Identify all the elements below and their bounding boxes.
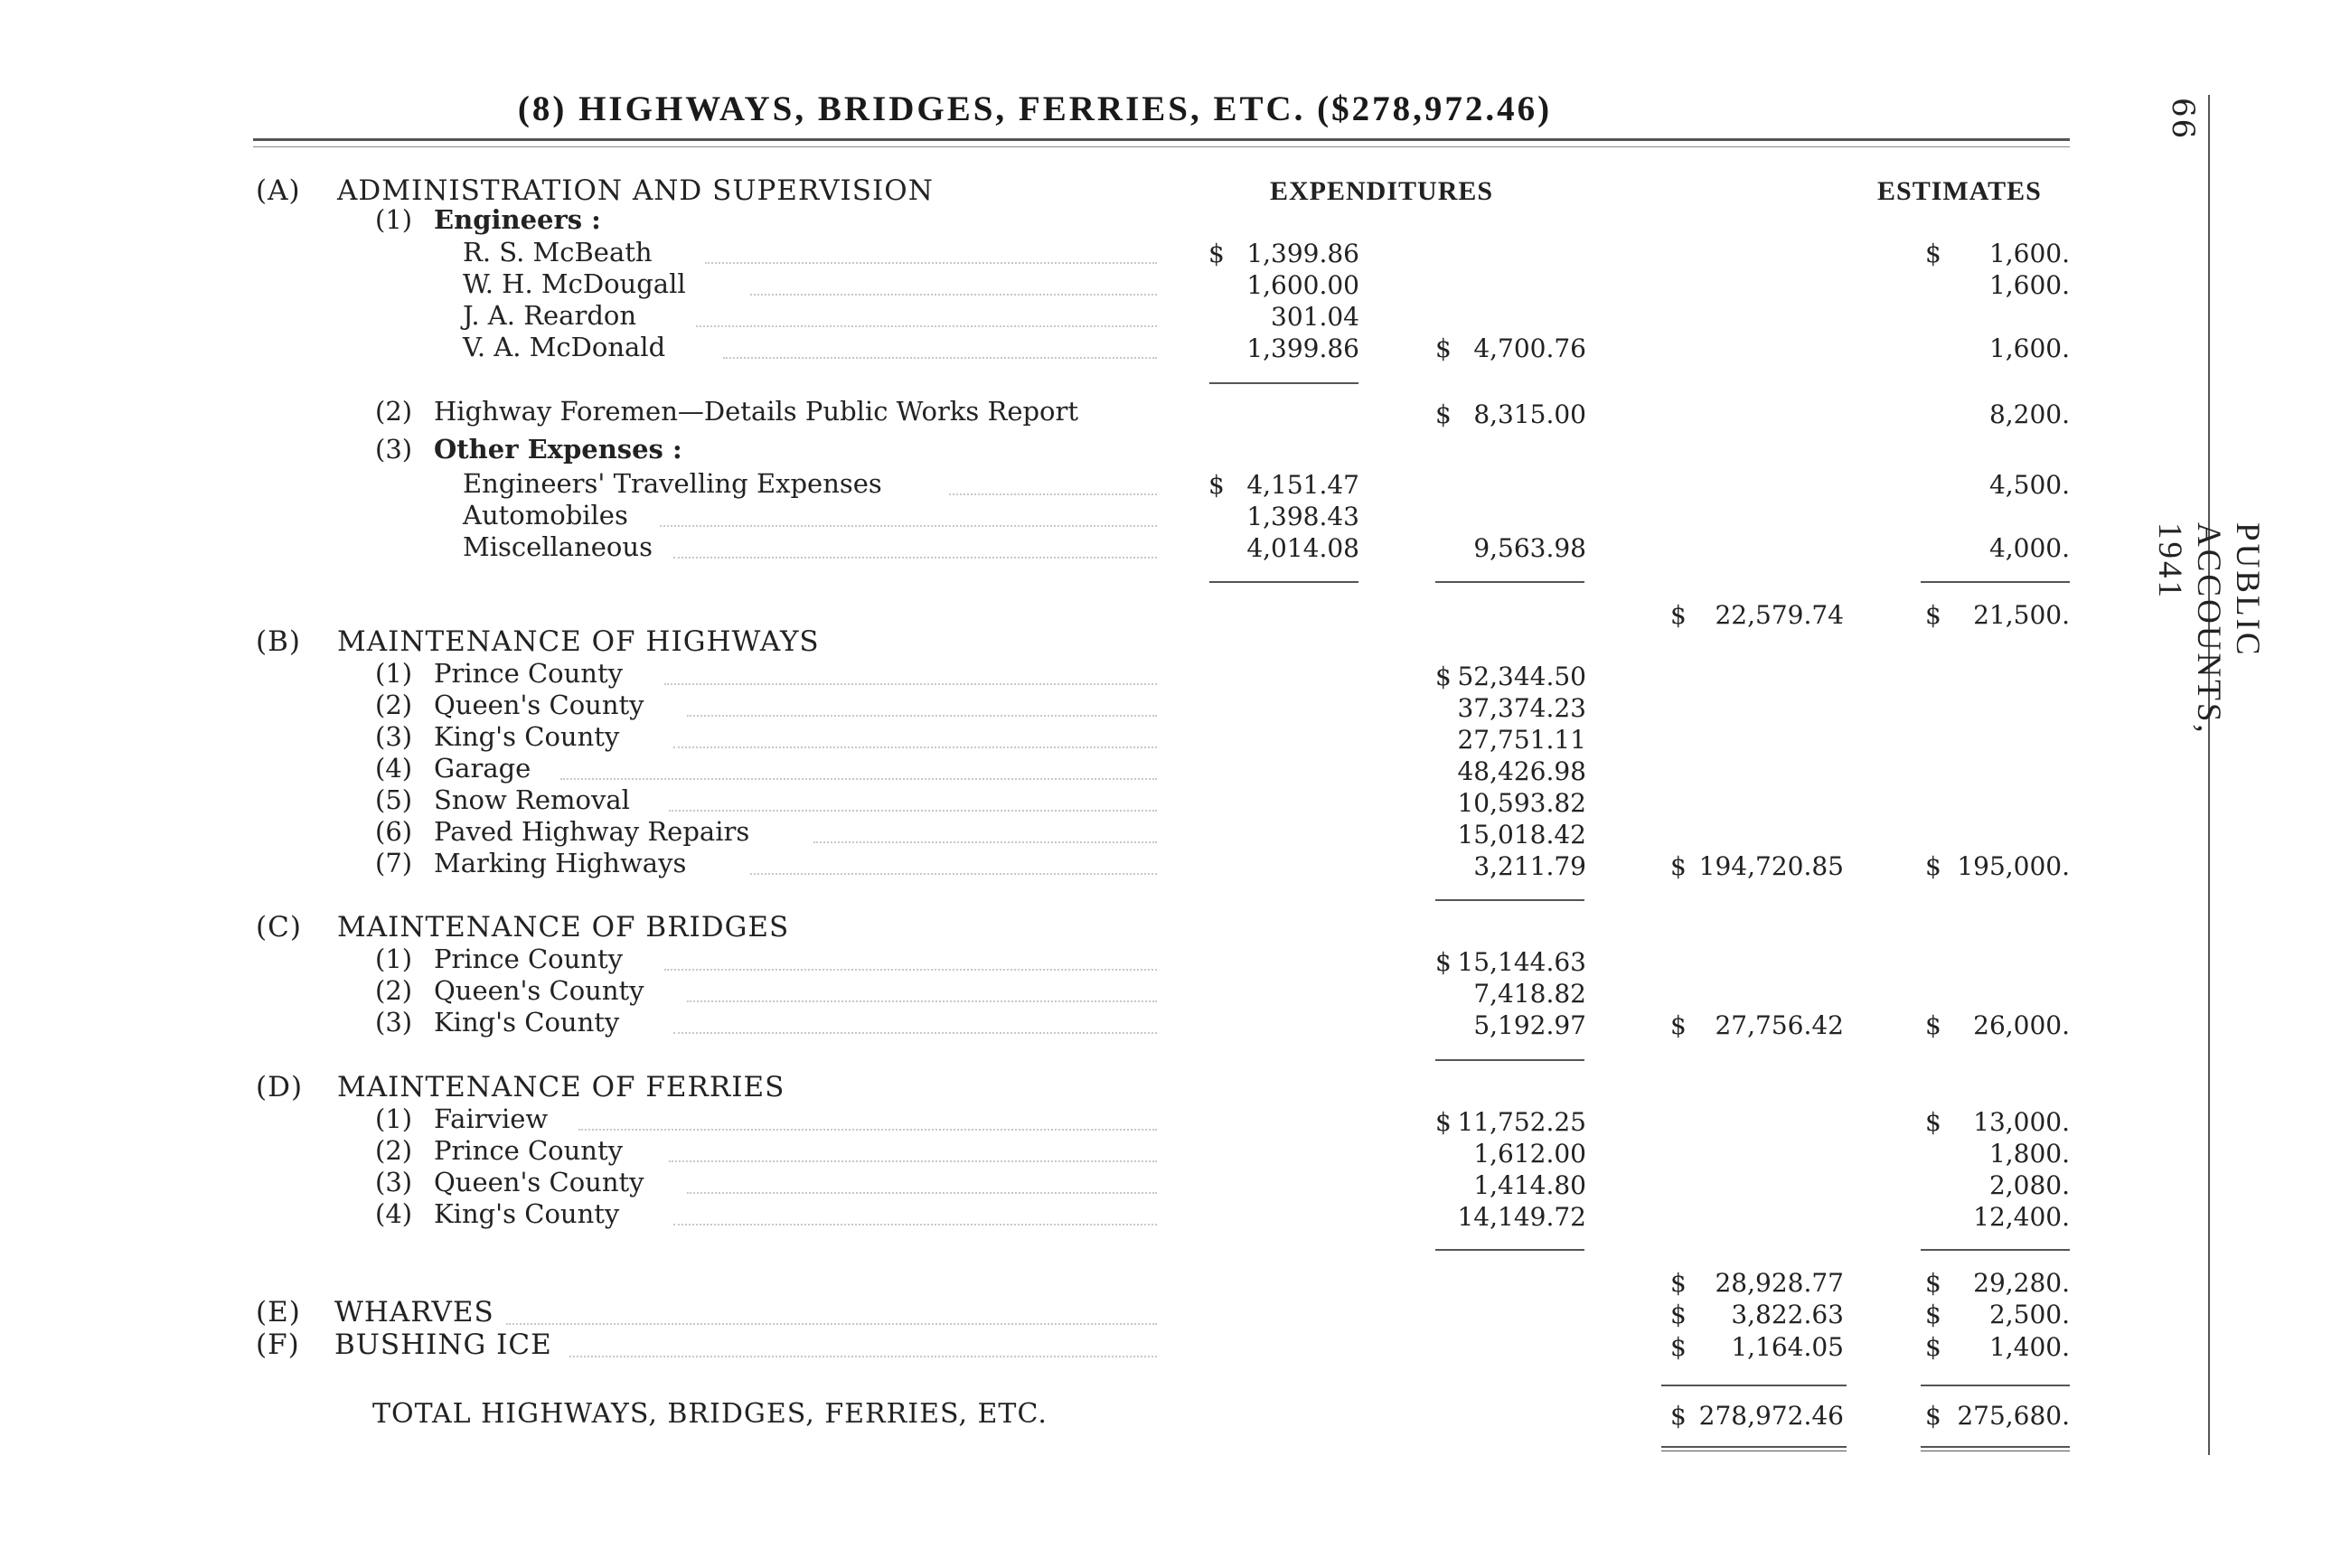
section-e-estimate: 2,500.: [1988, 1300, 2070, 1329]
dollar-sign: $: [1925, 600, 1941, 630]
sum-rule: [1921, 1385, 2070, 1386]
highway-name: Queen's County: [434, 690, 644, 720]
highway-name: Paved Highway Repairs: [434, 816, 750, 847]
section-a-total: 22,579.74: [1715, 600, 1844, 630]
section-c-total: 27,756.42: [1715, 1010, 1844, 1040]
dollar-sign: $: [1925, 851, 1941, 881]
running-head: PUBLIC ACCOUNTS, 1941: [2151, 522, 2266, 736]
double-rule: [1921, 1446, 2070, 1448]
engineer-amount: 1,600.00: [1246, 270, 1359, 300]
ferry-name: Prince County: [434, 1135, 623, 1166]
leader-dots: [673, 555, 1157, 559]
leader-dots: [750, 871, 1157, 875]
section-d-title: MAINTENANCE OF FERRIES: [337, 1071, 785, 1103]
leader-dots: [696, 324, 1157, 327]
dollar-sign: $: [1435, 947, 1452, 977]
foremen-estimate: 8,200.: [1988, 399, 2070, 429]
leader-dots: [506, 1321, 1157, 1325]
grand-total-label: TOTAL HIGHWAYS, BRIDGES, FERRIES, ETC.: [372, 1398, 1048, 1430]
ferry-num: (3): [375, 1167, 413, 1197]
highway-num: (5): [375, 784, 413, 815]
highway-amount: 10,593.82: [1457, 788, 1586, 818]
foremen-num: (2): [375, 396, 413, 427]
highway-amount: 27,751.11: [1457, 725, 1586, 755]
bridge-name: Prince County: [434, 944, 623, 974]
dollar-sign: $: [1925, 239, 1941, 268]
engineer-estimate: 1,600.: [1988, 333, 2070, 363]
section-b-letter: (B): [256, 625, 301, 658]
bridge-name: King's County: [434, 1007, 620, 1038]
sum-rule: [1661, 1385, 1847, 1386]
dollar-sign: $: [1435, 662, 1452, 691]
bridge-num: (2): [375, 975, 413, 1006]
section-d-total: 28,928.77: [1715, 1268, 1844, 1298]
page-number: 66: [2165, 98, 2201, 141]
ferry-estimate: 13,000.: [1973, 1107, 2070, 1137]
double-rule: [1661, 1446, 1847, 1448]
section-c-estimate: 26,000.: [1973, 1010, 2070, 1040]
section-b-estimate: 195,000.: [1957, 851, 2070, 881]
highway-num: (6): [375, 816, 413, 847]
other-item-amount: 1,398.43: [1246, 502, 1359, 531]
highway-num: (3): [375, 721, 413, 752]
highway-num: (2): [375, 690, 413, 720]
dollar-sign: $: [1208, 470, 1225, 500]
dollar-sign: $: [1670, 1401, 1687, 1431]
leader-dots: [705, 260, 1157, 264]
section-d-estimate: 29,280.: [1973, 1268, 2070, 1298]
leader-dots: [578, 1127, 1157, 1131]
dollar-sign: $: [1925, 1300, 1941, 1329]
bridge-amount: 7,418.82: [1473, 979, 1586, 1009]
other-num: (3): [375, 434, 413, 465]
leader-dots: [813, 840, 1157, 843]
engineer-amount: 301.04: [1271, 302, 1359, 332]
ferry-amount: 1,612.00: [1473, 1139, 1586, 1169]
highway-amount: 37,374.23: [1457, 693, 1586, 723]
leader-dots: [664, 967, 1157, 971]
leader-dots: [673, 745, 1157, 748]
leader-dots: [687, 713, 1157, 717]
dollar-sign: $: [1670, 851, 1687, 881]
ferry-amount: 14,149.72: [1457, 1202, 1586, 1232]
other-item-amount: 4,014.08: [1246, 533, 1359, 563]
section-d-letter: (D): [256, 1071, 304, 1103]
page-title: (8) HIGHWAYS, BRIDGES, FERRIES, ETC. ($278,972.46): [517, 89, 1553, 128]
ferry-name: King's County: [434, 1198, 620, 1229]
leader-dots: [560, 776, 1157, 780]
engineer-amount: 1,399.86: [1246, 239, 1359, 268]
section-e-title: WHARVES: [334, 1296, 494, 1329]
section-b-title: MAINTENANCE OF HIGHWAYS: [337, 625, 820, 658]
leader-dots: [687, 1190, 1157, 1194]
ferry-amount: 1,414.80: [1473, 1170, 1586, 1200]
engineer-name: V. A. McDonald: [463, 332, 666, 362]
section-a-title: ADMINISTRATION AND SUPERVISION: [337, 174, 934, 207]
grand-total-amount: 278,972.46: [1698, 1401, 1844, 1431]
dollar-sign: $: [1670, 1010, 1687, 1040]
bridge-num: (1): [375, 944, 413, 974]
other-item-name: Miscellaneous: [463, 531, 653, 562]
foremen-label: Highway Foremen—Details Public Works Report: [434, 396, 1079, 427]
sum-rule: [1435, 581, 1584, 583]
engineer-name: W. H. McDougall: [463, 268, 686, 299]
ferry-num: (1): [375, 1103, 413, 1134]
dollar-sign: $: [1925, 1010, 1941, 1040]
engineers-num: (1): [375, 204, 413, 235]
other-item-amount: 4,151.47: [1246, 470, 1359, 500]
leader-dots: [569, 1354, 1157, 1357]
highway-num: (4): [375, 753, 413, 784]
highway-num: (7): [375, 848, 413, 878]
bridge-amount: 15,144.63: [1457, 947, 1586, 977]
estimates-header: ESTIMATES: [1877, 176, 2042, 206]
grand-total-estimate: 275,680.: [1957, 1401, 2070, 1431]
section-a-letter: (A): [256, 174, 301, 207]
ferry-name: Queen's County: [434, 1167, 644, 1197]
ferry-num: (2): [375, 1135, 413, 1166]
sum-rule: [1921, 581, 2070, 583]
highway-name: Garage: [434, 753, 531, 784]
ferry-num: (4): [375, 1198, 413, 1229]
title-rule-top: [253, 138, 2070, 141]
highway-amount: 15,018.42: [1457, 820, 1586, 850]
section-a-estimate: 21,500.: [1973, 600, 2070, 630]
foremen-amount: 8,315.00: [1473, 399, 1586, 429]
highway-name: Marking Highways: [434, 848, 687, 878]
other-item-name: Engineers' Travelling Expenses: [463, 468, 882, 499]
dollar-sign: $: [1208, 239, 1225, 268]
highway-name: Snow Removal: [434, 784, 630, 815]
leader-dots: [664, 681, 1157, 685]
leader-dots: [660, 523, 1157, 527]
highway-amount: 52,344.50: [1457, 662, 1586, 691]
dollar-sign: $: [1670, 600, 1687, 630]
bridge-num: (3): [375, 1007, 413, 1038]
other-subtotal: 9,563.98: [1473, 533, 1586, 563]
dollar-sign: $: [1435, 333, 1452, 363]
section-b-total: 194,720.85: [1698, 851, 1844, 881]
engineer-amount: 1,399.86: [1246, 333, 1359, 363]
sum-rule: [1435, 1059, 1584, 1061]
sum-rule: [1435, 1249, 1584, 1251]
section-e-letter: (E): [256, 1296, 301, 1329]
dollar-sign: $: [1435, 1107, 1452, 1137]
ferry-estimate: 1,800.: [1988, 1139, 2070, 1169]
leader-dots: [669, 808, 1157, 812]
side-vertical-rule: [2208, 95, 2210, 1455]
highway-amount: 3,211.79: [1473, 851, 1586, 881]
dollar-sign: $: [1925, 1401, 1941, 1431]
ferry-estimate: 2,080.: [1988, 1170, 2070, 1200]
leader-dots: [750, 292, 1157, 296]
ferry-name: Fairview: [434, 1103, 549, 1134]
leader-dots: [673, 1222, 1157, 1225]
other-item-estimate: 4,500.: [1988, 470, 2070, 500]
engineer-estimate: 1,600.: [1988, 270, 2070, 300]
other-item-estimate: 4,000.: [1988, 533, 2070, 563]
sum-rule: [1209, 581, 1358, 583]
engineer-name: J. A. Reardon: [463, 300, 637, 331]
section-c-letter: (C): [256, 911, 302, 944]
engineers-subtotal: 4,700.76: [1473, 333, 1586, 363]
engineer-name: R. S. McBeath: [463, 237, 653, 268]
sum-rule: [1921, 1249, 2070, 1251]
bridge-name: Queen's County: [434, 975, 644, 1006]
ferry-amount: 11,752.25: [1457, 1107, 1586, 1137]
leader-dots: [723, 355, 1157, 359]
engineers-label: Engineers :: [434, 204, 601, 235]
section-f-estimate: 1,400.: [1988, 1332, 2070, 1362]
leader-dots: [949, 492, 1157, 495]
dollar-sign: $: [1670, 1300, 1687, 1329]
bridge-amount: 5,192.97: [1473, 1010, 1586, 1040]
highway-name: King's County: [434, 721, 620, 752]
dollar-sign: $: [1925, 1268, 1941, 1298]
other-item-name: Automobiles: [463, 500, 628, 530]
highway-name: Prince County: [434, 658, 623, 689]
leader-dots: [669, 1159, 1157, 1162]
section-f-letter: (F): [256, 1329, 300, 1361]
leader-dots: [673, 1030, 1157, 1034]
dollar-sign: $: [1925, 1107, 1941, 1137]
sum-rule: [1209, 382, 1358, 384]
dollar-sign: $: [1925, 1332, 1941, 1362]
leader-dots: [687, 999, 1157, 1002]
dollar-sign: $: [1670, 1332, 1687, 1362]
dollar-sign: $: [1670, 1268, 1687, 1298]
engineer-estimate: 1,600.: [1988, 239, 2070, 268]
section-f-title: BUSHING ICE: [334, 1329, 552, 1361]
highway-num: (1): [375, 658, 413, 689]
dollar-sign: $: [1435, 399, 1452, 429]
other-label: Other Expenses :: [434, 434, 682, 465]
section-f-total: 1,164.05: [1731, 1332, 1844, 1362]
sum-rule: [1435, 899, 1584, 901]
title-rule-bottom: [253, 146, 2070, 147]
ferry-estimate: 12,400.: [1973, 1202, 2070, 1232]
section-c-title: MAINTENANCE OF BRIDGES: [337, 911, 790, 944]
expenditures-header: EXPENDITURES: [1270, 176, 1494, 206]
highway-amount: 48,426.98: [1457, 756, 1586, 786]
section-e-total: 3,822.63: [1731, 1300, 1844, 1329]
